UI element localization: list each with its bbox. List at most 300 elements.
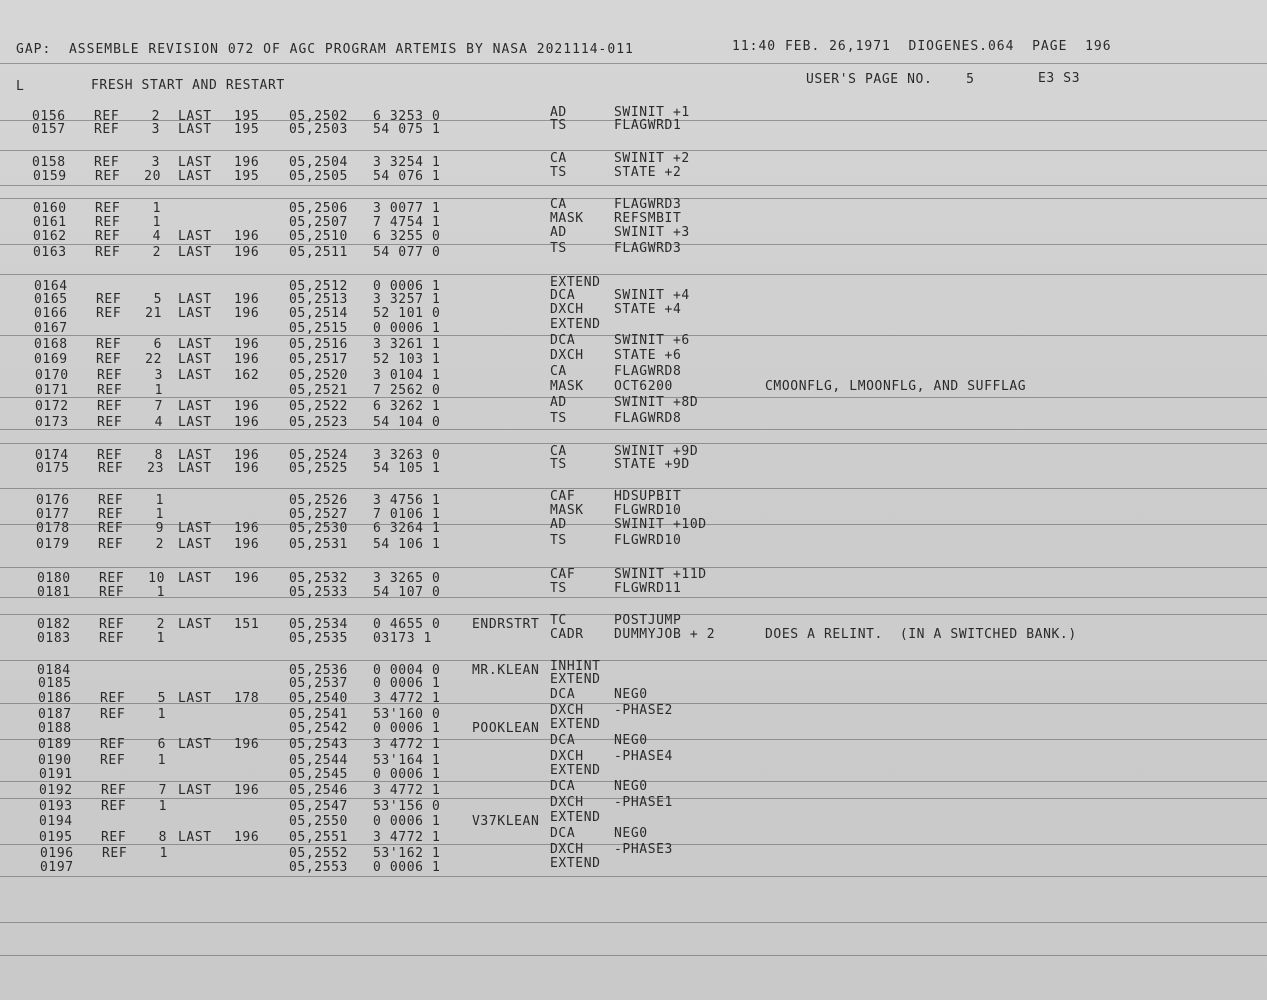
row-addr: 05,2507 [289, 215, 348, 230]
row-lastn: 196 [234, 737, 260, 752]
row-word: 3 4772 1 [373, 830, 441, 845]
row-refn: 7 [158, 783, 167, 798]
row-operand: STATE +4 [614, 302, 682, 317]
row-word: 53'156 0 [373, 799, 441, 814]
row-op: DXCH [550, 348, 584, 363]
row-operand: FLAGWRD8 [614, 411, 682, 426]
row-num: 0195 [39, 830, 73, 845]
row-num: 0179 [36, 537, 70, 552]
row-addr: 05,2527 [289, 507, 348, 522]
row-label: ENDRSTRT [472, 617, 540, 632]
row-op: AD [550, 105, 567, 120]
row-word: 54 105 1 [373, 461, 441, 476]
row-op: EXTEND [550, 275, 601, 290]
row-ref: REF [101, 830, 127, 845]
row-lastn: 196 [234, 155, 260, 170]
row-refn: 1 [157, 753, 166, 768]
section-mark: L [16, 79, 25, 94]
row-addr: 05,2541 [289, 707, 348, 722]
row-ref: REF [98, 521, 124, 536]
row-num: 0164 [34, 279, 68, 294]
row-refn: 1 [152, 215, 161, 230]
row-lastn: 195 [234, 122, 260, 137]
row-word: 54 104 0 [373, 415, 441, 430]
row-last: LAST [178, 691, 212, 706]
row-op: AD [550, 395, 567, 410]
row-num: 0156 [32, 109, 66, 124]
row-operand: SWINIT +3 [614, 225, 690, 240]
paper-rule [0, 955, 1267, 956]
row-refn: 3 [154, 368, 163, 383]
row-num: 0169 [34, 352, 68, 367]
row-ref: REF [95, 169, 121, 184]
row-ref: REF [94, 122, 120, 137]
row-lastn: 196 [234, 783, 260, 798]
row-op: DCA [550, 687, 576, 702]
row-addr: 05,2521 [289, 383, 348, 398]
row-addr: 05,2536 [289, 663, 348, 678]
row-lastn: 196 [234, 245, 260, 260]
row-operand: STATE +9D [614, 457, 690, 472]
row-ref: REF [98, 493, 124, 508]
row-addr: 05,2525 [289, 461, 348, 476]
row-refn: 6 [157, 737, 166, 752]
row-lastn: 196 [234, 415, 260, 430]
row-refn: 2 [156, 617, 165, 632]
row-addr: 05,2544 [289, 753, 348, 768]
row-addr: 05,2512 [289, 279, 348, 294]
row-lastn: 196 [234, 537, 260, 552]
row-addr: 05,2530 [289, 521, 348, 536]
row-ref: REF [95, 245, 121, 260]
row-num: 0161 [33, 215, 67, 230]
row-operand: FLAGWRD3 [614, 241, 682, 256]
row-addr: 05,2545 [289, 767, 348, 782]
row-op: EXTEND [550, 810, 601, 825]
row-last: LAST [178, 352, 212, 367]
row-word: 52 103 1 [373, 352, 441, 367]
row-ref: REF [101, 799, 127, 814]
row-op: CA [550, 197, 567, 212]
row-op: CAF [550, 489, 576, 504]
row-addr: 05,2553 [289, 860, 348, 875]
paper-rule [0, 185, 1267, 186]
row-ref: REF [99, 571, 125, 586]
row-refn: 6 [153, 337, 162, 352]
row-word: 0 0006 1 [373, 860, 441, 875]
row-label: V37KLEAN [472, 814, 540, 829]
row-refn: 9 [155, 521, 164, 536]
row-addr: 05,2551 [289, 830, 348, 845]
row-operand: SWINIT +11D [614, 567, 707, 582]
row-addr: 05,2524 [289, 448, 348, 463]
row-last: LAST [178, 521, 212, 536]
row-num: 0183 [37, 631, 71, 646]
row-operand: NEG0 [614, 779, 648, 794]
row-refn: 21 [145, 306, 162, 321]
row-word: 53'160 0 [373, 707, 441, 722]
row-lastn: 196 [234, 229, 260, 244]
row-word: 6 3253 0 [373, 109, 441, 124]
row-addr: 05,2502 [289, 109, 348, 124]
row-last: LAST [178, 571, 212, 586]
row-addr: 05,2547 [289, 799, 348, 814]
row-addr: 05,2526 [289, 493, 348, 508]
row-label: MR.KLEAN [472, 663, 540, 678]
row-op: DXCH [550, 749, 584, 764]
row-last: LAST [178, 415, 212, 430]
row-word: 3 3265 0 [373, 571, 441, 586]
row-lastn: 196 [234, 399, 260, 414]
row-addr: 05,2504 [289, 155, 348, 170]
row-word: 0 0006 1 [373, 676, 441, 691]
row-word: 3 4756 1 [373, 493, 441, 508]
row-refn: 1 [157, 707, 166, 722]
row-addr: 05,2535 [289, 631, 348, 646]
row-word: 3 3257 1 [373, 292, 441, 307]
row-addr: 05,2517 [289, 352, 348, 367]
row-addr: 05,2505 [289, 169, 348, 184]
row-comment: DOES A RELINT. (IN A SWITCHED BANK.) [765, 627, 1077, 642]
row-num: 0174 [35, 448, 69, 463]
row-refn: 3 [151, 122, 160, 137]
row-refn: 2 [151, 109, 160, 124]
row-addr: 05,2513 [289, 292, 348, 307]
row-op: DCA [550, 733, 576, 748]
row-word: 7 0106 1 [373, 507, 441, 522]
row-refn: 20 [144, 169, 161, 184]
row-operand: POSTJUMP [614, 613, 682, 628]
row-operand: OCT6200 [614, 379, 673, 394]
row-num: 0158 [32, 155, 66, 170]
row-word: 03173 1 [373, 631, 432, 646]
row-op: MASK [550, 379, 584, 394]
row-op: CA [550, 364, 567, 379]
row-operand: SWINIT +1 [614, 105, 690, 120]
row-last: LAST [178, 109, 212, 124]
row-operand: SWINIT +6 [614, 333, 690, 348]
row-operand: NEG0 [614, 826, 648, 841]
row-num: 0181 [37, 585, 71, 600]
row-operand: STATE +2 [614, 165, 682, 180]
row-lastn: 196 [234, 571, 260, 586]
row-word: 6 3264 1 [373, 521, 441, 536]
row-label: POOKLEAN [472, 721, 540, 736]
row-addr: 05,2511 [289, 245, 348, 260]
row-lastn: 196 [234, 337, 260, 352]
row-operand: NEG0 [614, 733, 648, 748]
row-lastn: 196 [234, 292, 260, 307]
row-last: LAST [178, 783, 212, 798]
listing-header-date-page: 11:40 FEB. 26,1971 DIOGENES.064 PAGE 196 [732, 39, 1112, 54]
row-num: 0192 [39, 783, 73, 798]
row-num: 0187 [38, 707, 72, 722]
row-addr: 05,2533 [289, 585, 348, 600]
row-num: 0190 [38, 753, 72, 768]
row-word: 3 3254 1 [373, 155, 441, 170]
row-num: 0170 [35, 368, 69, 383]
row-addr: 05,2523 [289, 415, 348, 430]
row-operand: FLGWRD10 [614, 503, 682, 518]
row-refn: 23 [147, 461, 164, 476]
row-addr: 05,2503 [289, 122, 348, 137]
row-refn: 1 [155, 493, 164, 508]
row-last: LAST [178, 368, 212, 383]
row-addr: 05,2514 [289, 306, 348, 321]
row-op: CA [550, 151, 567, 166]
row-addr: 05,2506 [289, 201, 348, 216]
row-word: 54 075 1 [373, 122, 441, 137]
row-operand: FLGWRD11 [614, 581, 682, 596]
row-refn: 1 [158, 799, 167, 814]
row-word: 3 4772 1 [373, 737, 441, 752]
row-last: LAST [178, 399, 212, 414]
row-last: LAST [178, 617, 212, 632]
row-word: 3 4772 1 [373, 691, 441, 706]
row-word: 54 107 0 [373, 585, 441, 600]
row-word: 53'164 1 [373, 753, 441, 768]
paper-rule [0, 597, 1267, 598]
row-word: 0 0006 1 [373, 767, 441, 782]
row-op: TS [550, 411, 567, 426]
row-last: LAST [178, 461, 212, 476]
row-word: 0 0006 1 [373, 814, 441, 829]
row-refn: 5 [153, 292, 162, 307]
row-num: 0157 [32, 122, 66, 137]
row-word: 53'162 1 [373, 846, 441, 861]
row-operand: -PHASE1 [614, 795, 673, 810]
row-op: DXCH [550, 703, 584, 718]
row-lastn: 196 [234, 521, 260, 536]
row-op: TS [550, 581, 567, 596]
row-ref: REF [97, 448, 123, 463]
row-num: 0165 [34, 292, 68, 307]
paper-rule [0, 274, 1267, 275]
row-lastn: 195 [234, 109, 260, 124]
row-op: CAF [550, 567, 576, 582]
row-num: 0177 [36, 507, 70, 522]
row-op: EXTEND [550, 317, 601, 332]
row-num: 0194 [39, 814, 73, 829]
row-ref: REF [99, 617, 125, 632]
row-op: TC [550, 613, 567, 628]
row-op: TS [550, 241, 567, 256]
row-word: 52 101 0 [373, 306, 441, 321]
row-ref: REF [98, 461, 124, 476]
row-ref: REF [94, 109, 120, 124]
row-op: DCA [550, 288, 576, 303]
row-num: 0176 [36, 493, 70, 508]
row-word: 3 3263 0 [373, 448, 441, 463]
section-title: FRESH START AND RESTART [91, 78, 285, 93]
row-op: DCA [550, 779, 576, 794]
row-ref: REF [100, 737, 126, 752]
row-ref: REF [96, 292, 122, 307]
row-num: 0168 [34, 337, 68, 352]
row-num: 0197 [40, 860, 74, 875]
row-last: LAST [178, 155, 212, 170]
row-word: 3 3261 1 [373, 337, 441, 352]
row-comment: CMOONFLG, LMOONFLG, AND SUFFLAG [765, 379, 1027, 394]
row-op: DXCH [550, 842, 584, 857]
row-refn: 2 [152, 245, 161, 260]
row-num: 0193 [39, 799, 73, 814]
row-op: CADR [550, 627, 584, 642]
row-ref: REF [95, 215, 121, 230]
row-addr: 05,2522 [289, 399, 348, 414]
row-op: DXCH [550, 302, 584, 317]
row-lastn: 178 [234, 691, 260, 706]
row-word: 0 0006 1 [373, 321, 441, 336]
row-num: 0167 [34, 321, 68, 336]
row-num: 0163 [33, 245, 67, 260]
row-op: EXTEND [550, 717, 601, 732]
row-ref: REF [96, 337, 122, 352]
row-last: LAST [178, 169, 212, 184]
row-operand: DUMMYJOB + 2 [614, 627, 716, 642]
row-num: 0171 [35, 383, 69, 398]
row-num: 0175 [36, 461, 70, 476]
row-ref: REF [97, 383, 123, 398]
row-ref: REF [97, 368, 123, 383]
row-last: LAST [178, 737, 212, 752]
row-num: 0188 [38, 721, 72, 736]
row-ref: REF [99, 585, 125, 600]
row-addr: 05,2542 [289, 721, 348, 736]
row-ref: REF [94, 155, 120, 170]
row-operand: STATE +6 [614, 348, 682, 363]
row-refn: 1 [155, 507, 164, 522]
users-page-number: USER'S PAGE NO. 5 [806, 72, 975, 87]
row-ref: REF [97, 399, 123, 414]
row-word: 3 0104 1 [373, 368, 441, 383]
row-operand: HDSUPBIT [614, 489, 682, 504]
row-op: DXCH [550, 795, 584, 810]
row-num: 0173 [35, 415, 69, 430]
row-refn: 8 [158, 830, 167, 845]
row-op: TS [550, 533, 567, 548]
row-addr: 05,2550 [289, 814, 348, 829]
row-lastn: 196 [234, 830, 260, 845]
paper-rule [0, 922, 1267, 923]
row-word: 0 0006 1 [373, 279, 441, 294]
header-rule [0, 63, 1267, 64]
row-addr: 05,2516 [289, 337, 348, 352]
row-word: 54 106 1 [373, 537, 441, 552]
row-last: LAST [178, 306, 212, 321]
row-operand: -PHASE3 [614, 842, 673, 857]
row-op: TS [550, 457, 567, 472]
row-num: 0162 [33, 229, 67, 244]
row-word: 7 2562 0 [373, 383, 441, 398]
row-lastn: 196 [234, 448, 260, 463]
row-addr: 05,2520 [289, 368, 348, 383]
row-operand: SWINIT +9D [614, 444, 699, 459]
row-num: 0184 [37, 663, 71, 678]
row-ref: REF [97, 415, 123, 430]
row-addr: 05,2515 [289, 321, 348, 336]
row-refn: 7 [154, 399, 163, 414]
row-op: MASK [550, 211, 584, 226]
row-refn: 1 [154, 383, 163, 398]
row-operand: -PHASE4 [614, 749, 673, 764]
row-operand: FLAGWRD3 [614, 197, 682, 212]
row-last: LAST [178, 292, 212, 307]
row-op: AD [550, 517, 567, 532]
row-addr: 05,2537 [289, 676, 348, 691]
row-word: 6 3255 0 [373, 229, 441, 244]
row-refn: 4 [154, 415, 163, 430]
row-num: 0159 [33, 169, 67, 184]
row-ref: REF [99, 631, 125, 646]
row-ref: REF [100, 707, 126, 722]
row-operand: NEG0 [614, 687, 648, 702]
row-operand: SWINIT +10D [614, 517, 707, 532]
row-refn: 2 [155, 537, 164, 552]
row-ref: REF [102, 846, 128, 861]
row-operand: REFSMBIT [614, 211, 682, 226]
row-num: 0189 [38, 737, 72, 752]
row-addr: 05,2510 [289, 229, 348, 244]
row-word: 3 0077 1 [373, 201, 441, 216]
row-addr: 05,2534 [289, 617, 348, 632]
row-addr: 05,2532 [289, 571, 348, 586]
row-operand: SWINIT +2 [614, 151, 690, 166]
row-word: 54 077 0 [373, 245, 441, 260]
paper-rule [0, 876, 1267, 877]
row-operand: SWINIT +8D [614, 395, 699, 410]
row-last: LAST [178, 229, 212, 244]
row-lastn: 196 [234, 352, 260, 367]
row-word: 0 4655 0 [373, 617, 441, 632]
row-refn: 1 [156, 631, 165, 646]
row-lastn: 196 [234, 306, 260, 321]
row-operand: SWINIT +4 [614, 288, 690, 303]
row-ref: REF [98, 507, 124, 522]
row-op: MASK [550, 503, 584, 518]
row-op: EXTEND [550, 672, 601, 687]
row-last: LAST [178, 122, 212, 137]
row-op: DCA [550, 826, 576, 841]
row-addr: 05,2546 [289, 783, 348, 798]
row-num: 0172 [35, 399, 69, 414]
row-addr: 05,2552 [289, 846, 348, 861]
row-refn: 4 [152, 229, 161, 244]
row-ref: REF [96, 352, 122, 367]
row-refn: 1 [156, 585, 165, 600]
row-op: INHINT [550, 659, 601, 674]
row-lastn: 196 [234, 461, 260, 476]
row-num: 0166 [34, 306, 68, 321]
row-ref: REF [95, 201, 121, 216]
row-operand: FLAGWRD1 [614, 118, 682, 133]
row-ref: REF [95, 229, 121, 244]
row-refn: 10 [148, 571, 165, 586]
row-word: 0 0006 1 [373, 721, 441, 736]
row-addr: 05,2531 [289, 537, 348, 552]
row-refn: 1 [152, 201, 161, 216]
row-refn: 8 [154, 448, 163, 463]
row-op: DCA [550, 333, 576, 348]
row-lastn: 151 [234, 617, 260, 632]
row-ref: REF [100, 753, 126, 768]
row-op: TS [550, 165, 567, 180]
row-num: 0160 [33, 201, 67, 216]
row-ref: REF [101, 783, 127, 798]
row-num: 0196 [40, 846, 74, 861]
listing-header-title: GAP: ASSEMBLE REVISION 072 OF AGC PROGRAM ARTEMIS BY NASA 2021114-011 [16, 42, 634, 57]
row-op: EXTEND [550, 856, 601, 871]
